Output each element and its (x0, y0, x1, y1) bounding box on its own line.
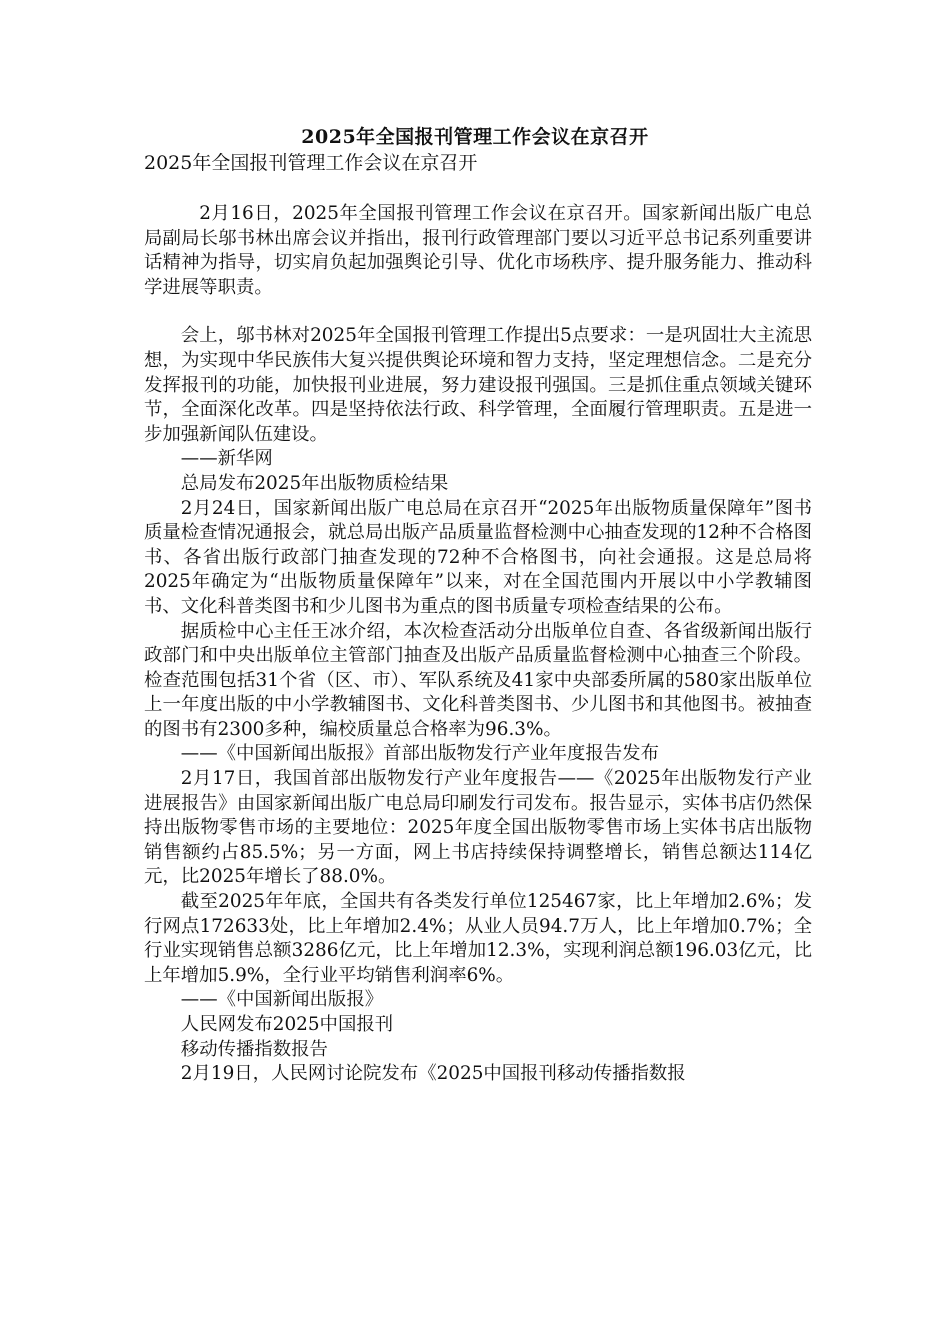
paragraph-inspection-details: 据质检中心主任王冰介绍，本次检查活动分出版单位自查、各省级新闻出版行政部门和中央出版单位主管部门抽查及出版产品质量监督检测中心抽查三个阶段。检查范围包括31个省（区、市）、军队系统及41家中央部委所属的580家出版单位上一年度出版的中小学教辅图书、文化科普类图书、少儿图书和其他图书。被抽查的图书有2300多种，编校质量总合格率为96.3%。 (144, 620, 812, 740)
paragraph-distribution-report: 2月17日，我国首部出版物发行产业年度报告——《2025年出版物发行产业进展报告》由国家新闻出版广电总局印刷发行司发布。报告显示，实体书店仍然保持出版物零售市场的主要地位：2025年度全国出版物零售市场上实体书店出版物销售额约占85.5%；另一方面，网上书店持续保持调整增长，销售总额达114亿元，比2025年增长了88.0%。 (144, 768, 812, 888)
section-heading-people-daily-line2: 移动传播指数报告 (180, 1038, 328, 1060)
section-heading-people-daily-line1: 人民网发布2025中国报刊 (180, 1014, 394, 1035)
source-and-heading-distribution-report: ——《中国新闻出版报》首部出版物发行产业年度报告发布 (180, 743, 659, 765)
paragraph-five-requirements: 会上，邬书林对2025年全国报刊管理工作提出5点要求：一是巩固壮大主流思想，为实现中华民族伟大复兴提供舆论环境和智力支持，坚定理想信念。二是充分发挥报刊的功能，加快报刊业进展，努力建设报刊强国。三是抓住重点领域关键环节，全面深化改革。四是坚持依法行政、科学管理，全面履行管理职责。五是进一步加强新闻队伍建设。 (144, 325, 812, 445)
source-press-publication-news: ——《中国新闻出版报》 (180, 989, 384, 1011)
paragraph-meeting-intro: 2月16日，2025年全国报刊管理工作会议在京召开。国家新闻出版广电总局副局长邬书林出席会议并指出，报刊行政管理部门要以习近平总书记系列重要讲话精神为指导，切实肩负起加强舆论引导、优化市场秩序、提升服务能力、推动科学进展等职责。 (144, 203, 812, 298)
section-heading-quality-results: 总局发布2025年出版物质检结果 (180, 472, 449, 494)
paragraph-distribution-statistics: 截至2025年年底，全国共有各类发行单位125467家，比上年增加2.6%；发行网点172633处，比上年增加2.4%；从业人员94.7万人，比上年增加0.7%；全行业实现销售总额3286亿元，比上年增加12.3%，实现利润总额196.03亿元，比上年增加5.9%，全行业平均销售利润率6%。 (144, 891, 812, 986)
document-title: 2025年全国报刊管理工作会议在京召开 (301, 126, 649, 148)
paragraph-mobile-index-report: 2月19日，人民网讨论院发布《2025中国报刊移动传播指数报 (180, 1063, 686, 1085)
document-body (144, 202, 812, 1087)
source-xinhua: ——新华网 (180, 448, 273, 470)
document-subtitle: 2025年全国报刊管理工作会议在京召开 (144, 152, 478, 174)
paragraph-quality-briefing: 2月24日，国家新闻出版广电总局在京召开“2025年出版物质量保障年”图书质量检查情况通报会，就总局出版产品质量监督检测中心抽查发现的12种不合格图书、各省出版行政部门抽查发现的72种不合格图书，向社会通报。这是总局将2025年确定为“出版物质量保障年”以来，对在全国范围内开展以中小学教辅图书、文化科普类图书和少儿图书为重点的图书质量专项检查结果的公布。 (144, 497, 812, 617)
